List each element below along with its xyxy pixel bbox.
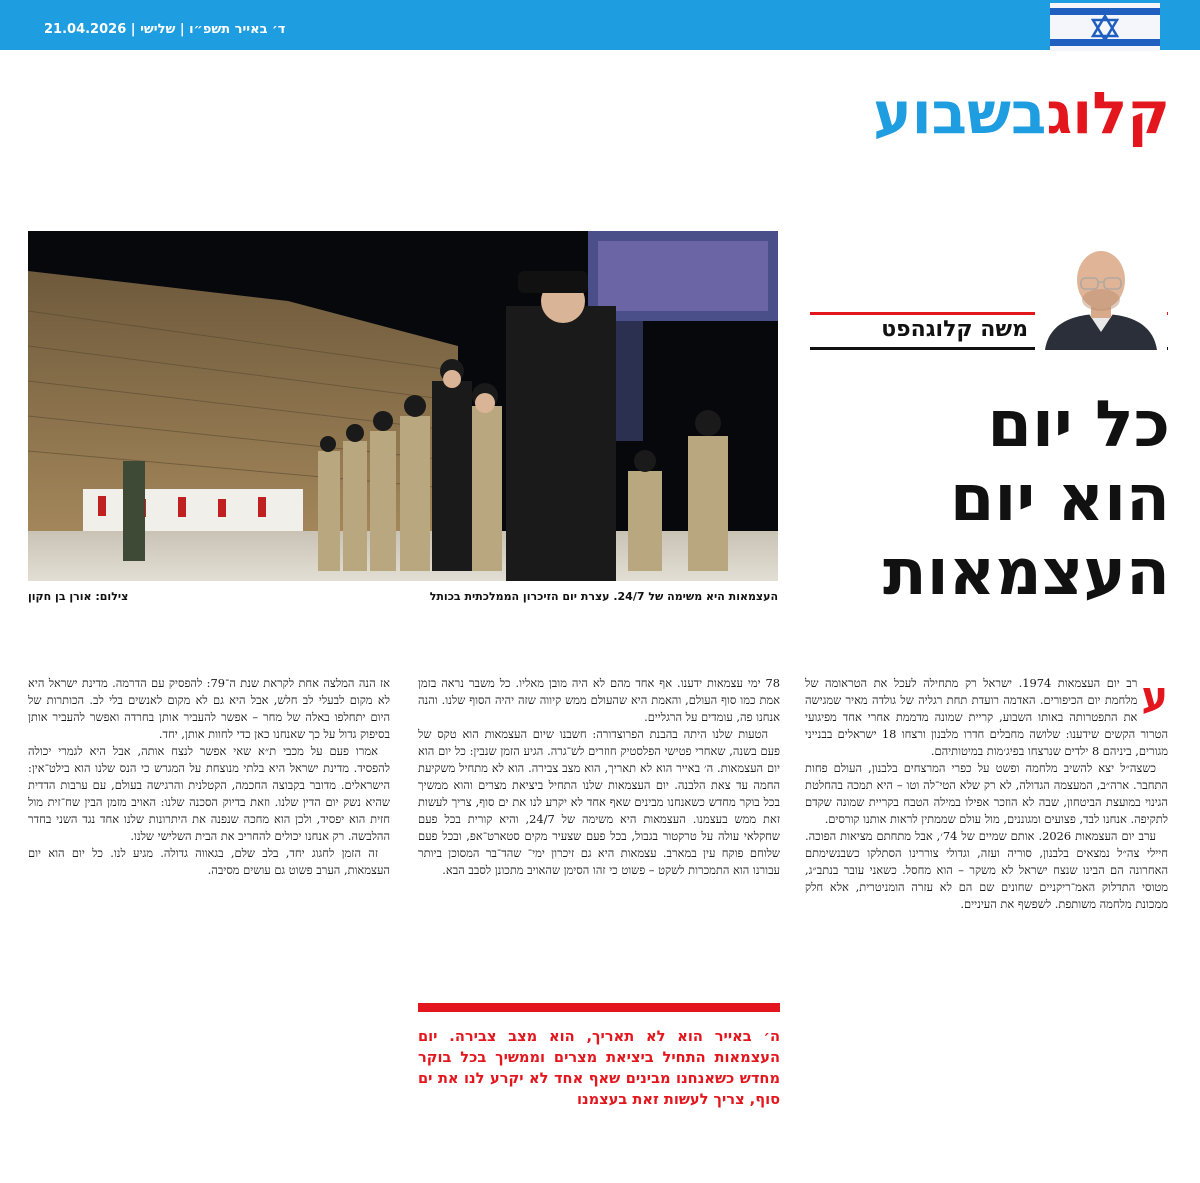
paragraph: זה הזמן לחגוג יחד, בלב שלם, בגאווה גדולה. מגיע לנו. כל יום הוא יום העצמאות, הערב פשוט גם עושים מסיבה.	[28, 846, 390, 877]
star-of-david-icon	[1090, 14, 1120, 42]
top-bar	[0, 0, 1200, 50]
pullquote: ה׳ באייר הוא לא תאריך, הוא מצב צבירה. יום העצמאות התחיל ביציאת מצרים וממשיך בכל בוקר מחדש כשאנחנו מבינים שאף אחד לא יקרע לנו את ים סוף, צריך לעשות זאת בעצמנו	[418, 1028, 780, 1108]
paragraph: אז הנה המלצה אחת לקראת שנת ה־79: להפסיק עם הדרמה. מדינת ישראל היא לא מקום לבעלי לב חלש, אבל היא גם לא מקום לאנשים בלי לב. הכותרות של היום יתחלפו באלה של מחר – אפשר להעביר אותן בחרדה ואפשר להעביר אותן בסיפוק גדול על כך שאנחנו כאן כדי לחוות אותן, יחד.	[28, 676, 390, 741]
israel-flag-icon	[1050, 3, 1160, 51]
weekday: שלישי	[140, 22, 176, 37]
paragraph: ערב יום העצמאות 2026. אותם שמיים של 74׳, אבל מתחתם מציאות הפוכה. חיילי צה״ל נמצאים בלבנון, סוריה ועזה, וגדולי צוררינו הסתלקו כשבנשימתם האחרונה הם הבינו שנצח ישראל לא משקר – הוא מחסל. כשאני עובר בנתב״ג, מטוסי התדלוק האמ־ריקניים שחונים שם הם לא עזרה הומניטרית, אלא חלק ממכונת מלחמה משותפת. לשפשף את העיניים.	[805, 829, 1168, 911]
logo-part-bashavua: בשבוע	[873, 79, 1047, 147]
pullquote-rule	[418, 1003, 780, 1012]
author-name: משה קלוגהפט	[881, 317, 1028, 342]
author-portrait	[1035, 242, 1167, 350]
headline-line-3: העצמאות	[883, 536, 1170, 610]
article-column-1	[805, 675, 1168, 913]
photo-credit: צילום: אורן בן חקון	[28, 590, 129, 603]
date-strip: ד׳ באייר תשפ״ו | שלישי | 21.04.2026	[44, 22, 286, 37]
paragraph: כשצה״ל יצא להשיב מלחמה ופשט על כפרי המרצחים בלבנון, העולם פחות התחבר. ארה״ב, המעצמה הגדולה, לא רק שלא הטי־לה וטו – היא תמכה בהחלטת הגינוי במועצת הביטחון, שבה לא הוזכר אפילו במילה הטבח בקריית שמונה שקדם לתקיפה. אנחנו לבד, פצועים ומגוננים, מול עולם שממתין לראות אותנו קורסים.	[805, 761, 1168, 826]
logo-part-klug: קלוג	[1046, 79, 1170, 147]
paragraph: אמרו פעם על מכבי ת״א שאי אפשר לנצח אותה, אבל היא לגמרי יכולה להפסיד. מדינת ישראל היא בלתי מנוצחת על המגרש כי הנס שלנו הוא בילט־אין: הישראלים. מדובר בקבוצה החכמה, הקטלנית והרגישה בעולם, עם ערבות הדדית שהיא נשק יום הדין שלנו. וזאת בדיוק הסכנה שלנו: האויב מזמן הבין שח־זית מול חזית הוא יפסיד, ולכן הוא מחכה שנפנה את היתרונות שלנו אחד נגד השני בחדר ההלבשה. רק אנחנו יכולים להחריב את הבית השלישי שלנו.	[28, 744, 390, 843]
hebrew-date: ד׳ באייר תשפ״ו	[189, 22, 286, 37]
photo-caption: העצמאות היא משימה של 24/7. עצרת יום הזיכרון הממלכתית בכותל	[429, 590, 778, 603]
photo-caption-row	[28, 590, 778, 603]
paragraph: 78 ימי עצמאות ידענו. אף אחד מהם לא היה מובן מאליו. כל משבר נראה בזמן אמת כמו סוף העולם, והאמת היא שהעולם ממש קיווה שזה יהיה הסוף שלנו. והנה אנחנו פה, עומדים על הרגליים.	[418, 676, 780, 724]
article-column-2	[418, 675, 780, 879]
headline-line-1: כל יום	[987, 388, 1170, 462]
column-logo	[873, 78, 1170, 150]
headline	[810, 388, 1170, 610]
drop-cap: ע	[1141, 674, 1168, 720]
headline-line-2: הוא יום	[949, 462, 1170, 536]
paragraph: הטעות שלנו היתה בהבנת הפרוצדורה: חשבנו שיום העצמאות הוא טקס של פעם בשנה, שאחרי פטישי הפלסטיק חוזרים לש־גרה. הגיע הזמן שנבין: כל יום הוא יום העצמאות. ה׳ באייר הוא לא תאריך, הוא מצב צבירה. הוא לא מתחיל משקיעת החמה עד צאת הלבנה. יום העצמאות שלנו התחיל ביציאת מצרים והוא ממשיך בכל בוקר מחדש כשאנחנו מבינים שאף אחד לא יקרע לנו את ים סוף, צריך לעשות זאת ממש בעצמנו. העצמאות היא משימה של 24/7, והיא קורית בכל פעם שחקלאי עולה על טרקטור בגבול, בכל פעם שצעיר מקים סטארט־אפ, ובכל פעם שלוחם פוקח עין במארב. עצמאות היא גם זיכרון ימי־ שהד־בר המסוכן ביותר עבורנו הוא התמכרות לשקט – פשוט כי זהו הסימן שהאויב מתכונן לסבב הבא.	[418, 727, 781, 877]
gregorian-date: 21.04.2026	[44, 22, 127, 37]
article-column-3	[28, 675, 390, 879]
memorial-ceremony-photo	[28, 231, 778, 581]
paragraph: ע רב יום העצמאות 1974. ישראל רק מתחילה לעכל את הטראומה של מלחמת יום הכיפורים. האדמה רועדת תחת רגליה של גולדה מאיר שמגישה את התפטרותה באותו השבוע, קריית שמונה מדממת אחרי אחד מפיגועי הטרור הקשים שידענו: שלושה מחבלים חדרו מלבנון ורצחו 18 ישראלים בבנייני מגורים, ביניהם 8 ילדים שנרצחו בפיג׳מות במיטותיהם.	[805, 674, 1168, 758]
